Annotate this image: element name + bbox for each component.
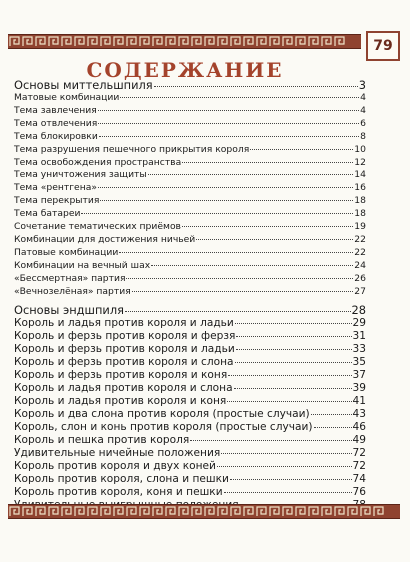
- entry-label: Тема перекрытия: [14, 195, 100, 207]
- entry-page: 6: [360, 117, 366, 129]
- entry-page: 26: [354, 272, 366, 284]
- entry-label: Король и ладья против короля и слона: [14, 381, 233, 394]
- toc-entry[interactable]: [14, 260, 366, 273]
- meander-motif: [244, 507, 253, 516]
- meander-motif: [296, 507, 305, 516]
- entry-label: Король и ладья против короля и ладьи: [14, 316, 234, 329]
- toc-entry[interactable]: [14, 356, 366, 369]
- entry-page: 76: [352, 485, 366, 498]
- toc-entry[interactable]: [14, 273, 366, 286]
- entry-page: 72: [352, 446, 366, 459]
- meander-motif: [179, 37, 188, 46]
- entry-page: 24: [354, 259, 366, 271]
- meander-motif: [335, 37, 344, 46]
- toc-entry[interactable]: [14, 486, 366, 499]
- toc-entry[interactable]: [14, 234, 366, 247]
- leader-dots: [120, 97, 359, 98]
- meander-motif: [140, 507, 149, 516]
- toc-entry[interactable]: [14, 169, 366, 182]
- page-title: СОДЕРЖАНИЕ: [86, 58, 284, 82]
- entry-page: 22: [354, 246, 366, 258]
- entry-label: Тема «рентгена»: [14, 182, 97, 194]
- entry-page: 31: [352, 329, 366, 342]
- toc-entry[interactable]: [14, 92, 366, 105]
- leader-dots: [132, 291, 354, 292]
- leader-dots: [98, 110, 359, 111]
- toc-entry[interactable]: [14, 408, 366, 421]
- leader-dots: [217, 466, 352, 467]
- meander-motif: [114, 37, 123, 46]
- entry-page: 16: [354, 182, 366, 194]
- toc-entry[interactable]: [14, 105, 366, 118]
- entry-label: Тема уничтожения защиты: [14, 169, 147, 181]
- toc-entry[interactable]: [14, 131, 366, 144]
- meander-motif: [62, 507, 71, 516]
- toc-entry[interactable]: [14, 395, 366, 408]
- entry-label: Тема отвлечения: [14, 117, 98, 129]
- toc-entry[interactable]: [14, 330, 366, 343]
- section-page: 3: [358, 78, 366, 92]
- entry-page: 72: [352, 459, 366, 472]
- entry-label: Тема батареи: [14, 208, 81, 220]
- leader-dots: [154, 86, 358, 87]
- entry-label: Король и ладья против короля и коня: [14, 394, 227, 407]
- meander-motif: [101, 37, 110, 46]
- toc-entry[interactable]: [14, 286, 366, 299]
- entry-page: 8: [360, 130, 366, 142]
- toc-section-heading[interactable]: [14, 303, 366, 317]
- entry-label: Сочетание тематических приёмов: [14, 221, 181, 233]
- entry-page: 4: [360, 92, 366, 103]
- meander-motif: [309, 507, 318, 516]
- meander-motif: [36, 507, 45, 516]
- leader-dots: [196, 239, 353, 240]
- leader-dots: [235, 362, 352, 363]
- toc-entry[interactable]: [14, 144, 366, 157]
- meander-motif: [205, 507, 214, 516]
- entry-page: 37: [352, 368, 366, 381]
- entry-label: Комбинации для достижения ничьей: [14, 233, 196, 245]
- leader-dots: [126, 278, 353, 279]
- toc-entry[interactable]: [14, 434, 366, 447]
- meander-motif: [348, 507, 357, 516]
- leader-dots: [100, 200, 353, 201]
- entry-page: 46: [352, 420, 366, 433]
- leader-dots: [235, 323, 352, 324]
- entry-page: 22: [354, 233, 366, 245]
- meander-motif: [140, 37, 149, 46]
- leader-dots: [228, 375, 351, 376]
- table-of-contents: [14, 78, 366, 512]
- leader-dots: [125, 311, 351, 312]
- entry-page: 27: [354, 285, 366, 297]
- toc-entry[interactable]: [14, 247, 366, 260]
- toc-entry[interactable]: [14, 118, 366, 131]
- toc-entry[interactable]: [14, 473, 366, 486]
- meander-motif: [127, 507, 136, 516]
- meander-motif: [127, 37, 136, 46]
- toc-entry[interactable]: [14, 343, 366, 356]
- meander-motif: [23, 37, 32, 46]
- decorative-border-bottom: [8, 504, 400, 519]
- meander-motif: [322, 37, 331, 46]
- meander-motif: [205, 37, 214, 46]
- leader-dots: [230, 479, 352, 480]
- meander-motif: [283, 37, 292, 46]
- meander-motif: [218, 507, 227, 516]
- meander-motif: [257, 507, 266, 516]
- meander-motif: [88, 507, 97, 516]
- entry-page: 4: [360, 104, 366, 116]
- entry-label: Король против короля и двух коней: [14, 459, 216, 472]
- entry-label: Король, слон и конь против короля (простые случаи): [14, 420, 313, 433]
- entry-page: 18: [354, 208, 366, 220]
- entry-label: Комбинации на вечный шах: [14, 259, 151, 271]
- toc-entry[interactable]: [14, 369, 366, 382]
- entry-label: Тема завлечения: [14, 104, 97, 116]
- entry-page: 10: [354, 143, 366, 155]
- entry-label: Матовые комбинации: [14, 92, 120, 103]
- leader-dots: [148, 174, 354, 175]
- toc-entry[interactable]: [14, 421, 366, 434]
- toc-section-heading[interactable]: [14, 78, 366, 92]
- leader-dots: [190, 440, 351, 441]
- meander-motif: [49, 37, 58, 46]
- entry-label: Король против короля, коня и пешки: [14, 485, 223, 498]
- toc-entry[interactable]: [14, 382, 366, 395]
- entry-label: «Вечнозелёная» партия: [14, 285, 131, 297]
- meander-motif: [23, 507, 32, 516]
- meander-motif: [166, 507, 175, 516]
- meander-motif: [270, 507, 279, 516]
- toc-entry[interactable]: [14, 460, 366, 473]
- leader-dots: [81, 213, 353, 214]
- entry-page: 35: [352, 355, 366, 368]
- entry-label: Король и пешка против короля: [14, 433, 190, 446]
- section-title: Основы миттельшпиля: [14, 78, 153, 92]
- leader-dots: [236, 336, 351, 337]
- entry-page: 18: [354, 195, 366, 207]
- meander-motif: [231, 37, 240, 46]
- meander-motif: [166, 37, 175, 46]
- entry-label: Тема блокировки: [14, 130, 98, 142]
- meander-motif: [75, 507, 84, 516]
- entry-page: 29: [352, 316, 366, 329]
- meander-motif: [335, 507, 344, 516]
- entry-page: 43: [352, 407, 366, 420]
- leader-dots: [98, 187, 353, 188]
- entry-label: «Бессмертная» партия: [14, 272, 126, 284]
- leader-dots: [98, 123, 359, 124]
- meander-motif: [218, 37, 227, 46]
- entry-label: Тема освобождения пространства: [14, 156, 182, 168]
- decorative-border-top: [8, 34, 361, 49]
- leader-dots: [221, 453, 351, 454]
- entry-label: Тема разрушения пешечного прикрытия короля: [14, 143, 250, 155]
- meander-motif: [153, 37, 162, 46]
- leader-dots: [236, 349, 352, 350]
- toc-entry[interactable]: [14, 317, 366, 330]
- section-title: Основы эндшпиля: [14, 302, 124, 317]
- toc-entry[interactable]: [14, 208, 366, 221]
- entry-label: Патовые комбинации: [14, 246, 119, 258]
- meander-motif: [296, 37, 305, 46]
- meander-motif: [88, 37, 97, 46]
- page-number-badge: [366, 31, 400, 61]
- leader-dots: [119, 252, 353, 253]
- meander-motif: [192, 37, 201, 46]
- leader-dots: [182, 162, 353, 163]
- meander-motif: [62, 37, 71, 46]
- leader-dots: [314, 427, 352, 428]
- meander-motif: [192, 507, 201, 516]
- toc-entry[interactable]: [14, 195, 366, 208]
- leader-dots: [151, 265, 353, 266]
- meander-motif: [153, 507, 162, 516]
- toc-entry[interactable]: [14, 221, 366, 234]
- leader-dots: [311, 414, 352, 415]
- meander-motif: [257, 37, 266, 46]
- entry-label: Король и два слона против короля (простые случаи): [14, 407, 310, 420]
- meander-motif: [244, 37, 253, 46]
- meander-motif: [283, 507, 292, 516]
- meander-motif: [36, 37, 45, 46]
- leader-dots: [234, 388, 352, 389]
- entry-page: 33: [352, 342, 366, 355]
- meander-motif: [114, 507, 123, 516]
- leader-dots: [99, 136, 359, 137]
- entry-page: 49: [352, 433, 366, 446]
- leader-dots: [250, 149, 353, 150]
- section-page: 28: [351, 302, 366, 317]
- meander-motif: [374, 507, 383, 516]
- entry-page: 19: [354, 221, 366, 233]
- entry-page: 14: [354, 169, 366, 181]
- entry-label: Удивительные ничейные положения: [14, 446, 221, 459]
- meander-motif: [309, 37, 318, 46]
- meander-motif: [75, 37, 84, 46]
- toc-entry[interactable]: [14, 447, 366, 460]
- entry-page: 39: [352, 381, 366, 394]
- meander-motif: [179, 507, 188, 516]
- meander-motif: [231, 507, 240, 516]
- leader-dots: [182, 226, 353, 227]
- leader-dots: [224, 492, 352, 493]
- entry-label: Король и ферзь против короля и ферзя: [14, 329, 236, 342]
- meander-motif: [49, 507, 58, 516]
- meander-motif: [270, 37, 279, 46]
- entry-page: 12: [354, 156, 366, 168]
- meander-motif: [322, 507, 331, 516]
- meander-motif: [101, 507, 110, 516]
- meander-motif: [10, 37, 19, 46]
- entry-label: Король и ферзь против короля и слона: [14, 355, 234, 368]
- toc-entry[interactable]: [14, 157, 366, 170]
- meander-motif: [361, 507, 370, 516]
- entry-label: Король и ферзь против короля и коня: [14, 368, 228, 381]
- toc-entry[interactable]: [14, 182, 366, 195]
- page-number: 79: [373, 38, 393, 54]
- meander-motif: [10, 507, 19, 516]
- entry-label: Король против короля, слона и пешки: [14, 472, 229, 485]
- entry-label: Король и ферзь против короля и ладьи: [14, 342, 235, 355]
- entry-page: 74: [352, 472, 366, 485]
- leader-dots: [227, 401, 351, 402]
- entry-page: 41: [352, 394, 366, 407]
